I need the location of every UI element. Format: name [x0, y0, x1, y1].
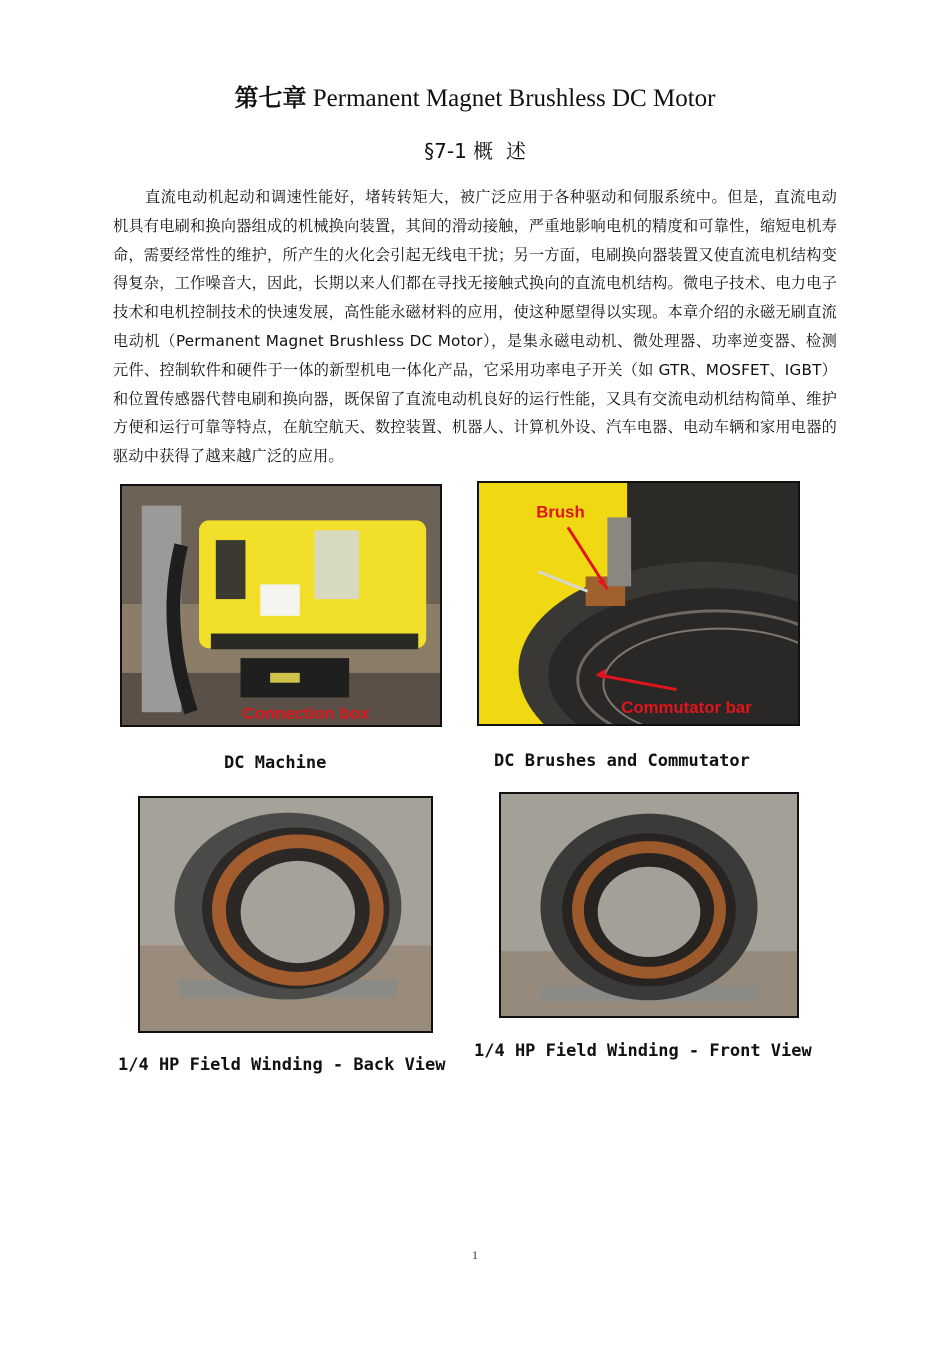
- chapter-english-title: Permanent Magnet Brushless DC Motor: [312, 85, 716, 112]
- dc-brushes-photo: [477, 481, 800, 726]
- intro-paragraph: 直流电动机起动和调速性能好，堵转转矩大，被广泛应用于各种驱动和伺服系统中。但是，直流电动机具有电刷和换向器组成的机械换向装置，其间的滑动接触，严重地影响电机的精度和可靠性，缩短电机寿命，需要经常性的维护，所产生的火化会引起无线电干扰；另一方面，电刷换向器装置又使直流电机结构变得复杂，工作噪音大，因此，长期以来人们都在寻找无接触式换向的直流电机结构。微电子技术、电力电子技术和电机控制技术的快速发展，高性能永磁材料的应用，使这种愿望得以实现。本章介绍的永磁无刷直流电动机（Permanent Magnet Brushless DC Motor），是集永磁电动机、微处理器、功率逆变器、检测元件、控制软件和硬件于一体的新型机电一体化产品，它采用功率电子开关（如 GTR、MOSFET、IGBT）和位置传感器代替电刷和换向器，既保留了直流电动机良好的运行性能，又具有交流电动机结构简单、维护方便和运行可靠等特点，在航空航天、数控装置、机器人、计算机外设、汽车电器、电动车辆和家用电器的驱动中获得了越来越广泛的应用。: [113, 188, 837, 466]
- field-winding-back-caption: 1/4 HP Field Winding - Back View: [118, 1055, 446, 1075]
- section-title: §7-1 概 述: [424, 139, 526, 163]
- page-number: 1: [472, 1248, 478, 1262]
- commutator-bar-label: Commutator bar: [621, 698, 752, 718]
- dc-machine-caption: DC Machine: [224, 753, 327, 773]
- field-winding-front-caption: 1/4 HP Field Winding - Front View: [474, 1041, 812, 1061]
- chapter-label: 第七章: [234, 84, 307, 112]
- dc-brushes-caption: DC Brushes and Commutator: [494, 751, 750, 771]
- dc-machine-photo: [120, 484, 442, 727]
- field-winding-front-photo: [499, 792, 799, 1018]
- field-winding-back-photo: [138, 796, 433, 1033]
- brush-label: Brush: [536, 502, 585, 522]
- chapter-title: [0, 80, 950, 117]
- connection-box-label: Connection box: [242, 704, 370, 724]
